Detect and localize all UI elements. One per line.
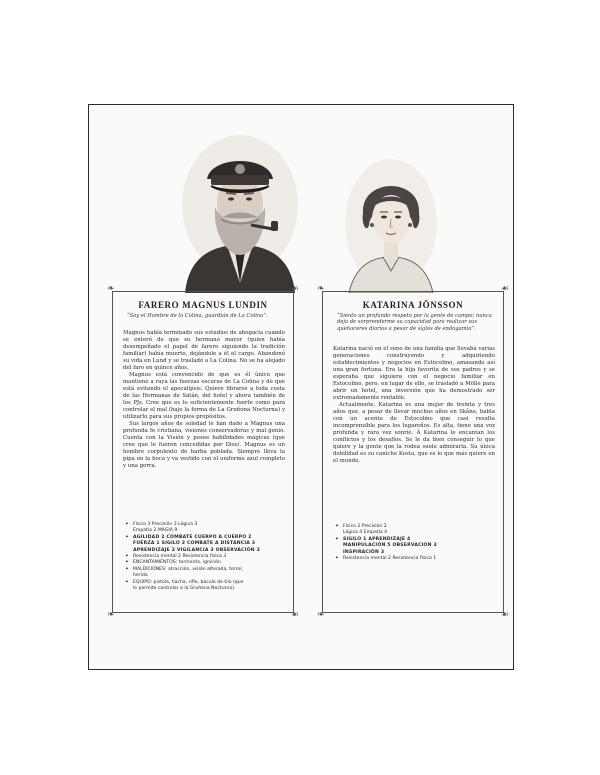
bullet-icon: ✦ (335, 524, 339, 529)
katarina-title: KATARINA JÖNSSON (362, 300, 464, 310)
stat-line: FUERZA 1 SIGILO 2 COMBATE A DISTANCIA 3 (133, 541, 256, 547)
flourish-icon: ☙ (290, 284, 299, 294)
katarina-portrait (339, 153, 443, 293)
book-page (88, 104, 514, 670)
magnus-paragraph: Sus largos años de soledad le han dado a Magnus una profunda fe cristiana, visiones conservadoras y mal genio. Cuenta con la Visión y posee habilidades mágicas (que cree que le fueron concedidas por Dios). Magnus es un hombre corpulento de barba poblada. Siempre lleva la pipa en la boca y va vestido con el uniforme azul completo y una gorra. (123, 421, 285, 469)
flourish-icon: ❧ (317, 284, 325, 294)
stat-line: herida (133, 573, 148, 579)
stat-line: ✦ SIGILO 1 APRENDIZAJE 4 (335, 536, 411, 542)
stat-line: ✦ MALDICIONES: atracción, visión alterada, terror, (125, 566, 244, 572)
magnus-body (123, 330, 285, 470)
flourish-icon: ❧ (317, 610, 325, 620)
bullet-icon: ✦ (125, 566, 129, 572)
stat-line: Empatía 2 MAGIA 9 (133, 528, 178, 534)
magnus-paragraph: Magnus está convencido de que es él único que mantiene a raya las fuerzas oscuras de La Colina y de que está evitando el apocalipsis. Quiere librarse a toda costa de las Hermanas de Satán, del hotel y ahora también de los PJs. Cree que es lo suficientemente fuerte como para controlar el mal (bajo la forma de La Gruñona Nocturna) y utilizarlo para sus propios propósitos. (123, 372, 285, 420)
katarina-quote: “Siento un profundo respeto por la gente de campo; nunca deja de sorprenderme su capacidad para realizar sus quehaceres diarios a pesar de siglos de endogamia”. (337, 313, 492, 332)
magnus-title: FARERO MAGNUS LUNDIN (138, 300, 268, 310)
stat-line: ✦ Resistencia mental 2 Resistencia física 1 (335, 556, 437, 562)
bullet-icon: ✦ (125, 534, 130, 540)
magnus-quote: “Soy el Hombre de la Colina, guardián de La Colina”. (127, 313, 268, 319)
stat-line: APRENDIZAJE 2 VIGILANCIA 3 OBSERVACIÓN 3 (133, 547, 261, 553)
magnus-paragraph: Magnus había terminado sus estudios de abogacía cuando se enteró de que su hermano mayor (quien había desempeñado el papel de farero siguiendo la tradición familiar) había muerto, dejándole a él el cargo. Abandonó su vida en Lund y se trasladó a La Colina. No se ha alejado del faro en quince años. (123, 330, 285, 371)
stat-line: ✦ AGILIDAD 2 COMBATE CUERPO A CUERPO 2 (125, 534, 252, 540)
katarina-card (317, 284, 509, 620)
stat-line: ✦ Físico 2 Precisión 2 (335, 524, 387, 529)
bullet-icon: ✦ (125, 522, 129, 527)
katarina-paragraph: Katarina nació en el seno de una familia que llevaba varias generaciones construyendo y adquiriendo establecimientos y negocios en Estocolmo, amasando así una gran fortuna. Era la hija favorita de sus padres y se esperaba que siguiera con el negocio familiar en Estocolmo, pero, en lugar de ello, se trasladó a Mölle para abrir un hotel, una inversión que ha demostrado ser extremadamente rentable. (333, 346, 495, 401)
magnus-card (107, 284, 299, 620)
stat-line: ✦ EQUIPO: pistola, hacha, rifle, báculo de tilo (que (125, 579, 244, 585)
stat-line: Lógica 4 Empatía 4 (343, 530, 388, 536)
bullet-icon: ✦ (335, 536, 340, 542)
stat-line: ✦ ENCANTAMIENTOS: tormenta, ignición (125, 560, 221, 566)
stat-line: ✦ Físico 3 Precisión 3 Lógica 3 (125, 522, 198, 527)
bullet-icon: ✦ (335, 556, 339, 562)
flourish-icon: ☙ (290, 610, 299, 620)
flourish-icon: ❧ (107, 610, 115, 620)
flourish-icon: ☙ (500, 284, 509, 294)
bullet-icon: ✦ (125, 579, 129, 585)
bullet-icon: ✦ (125, 554, 129, 560)
stat-line: MANIPULACIÓN 5 OBSERVACIÓN 3 (343, 543, 437, 549)
magnus-stats (125, 522, 287, 592)
katarina-body (333, 346, 495, 465)
stat-line: le permite controlar a la Gruñona Nocturna). (133, 586, 236, 592)
katarina-stats (335, 524, 497, 562)
bullet-icon: ✦ (125, 560, 129, 566)
stat-line: INSPIRACIÓN 3 (343, 549, 385, 555)
flourish-icon: ❧ (107, 284, 115, 294)
flourish-icon: ☙ (500, 610, 509, 620)
magnus-portrait (177, 133, 303, 293)
katarina-paragraph: Actualmente, Katarina es una mujer de treinta y tres años que, a pesar de llevar muchos años en Skåne, habla con un acento de Estocolmo que casi resulta incomprensible para los lugareños. Es alta, tiene una voz profunda y rara vez sonríe. A Katarina le encantan los conflictos y los desafíos. Se le da bien conseguir lo que quiere y la gente que la rodea suele admirarla. Su única debilidad es su caniche Kosta, que es lo que más quiere en el mundo. (333, 402, 495, 464)
stat-line: ✦ Resistencia mental 2 Resistencia física 3 (125, 554, 227, 560)
